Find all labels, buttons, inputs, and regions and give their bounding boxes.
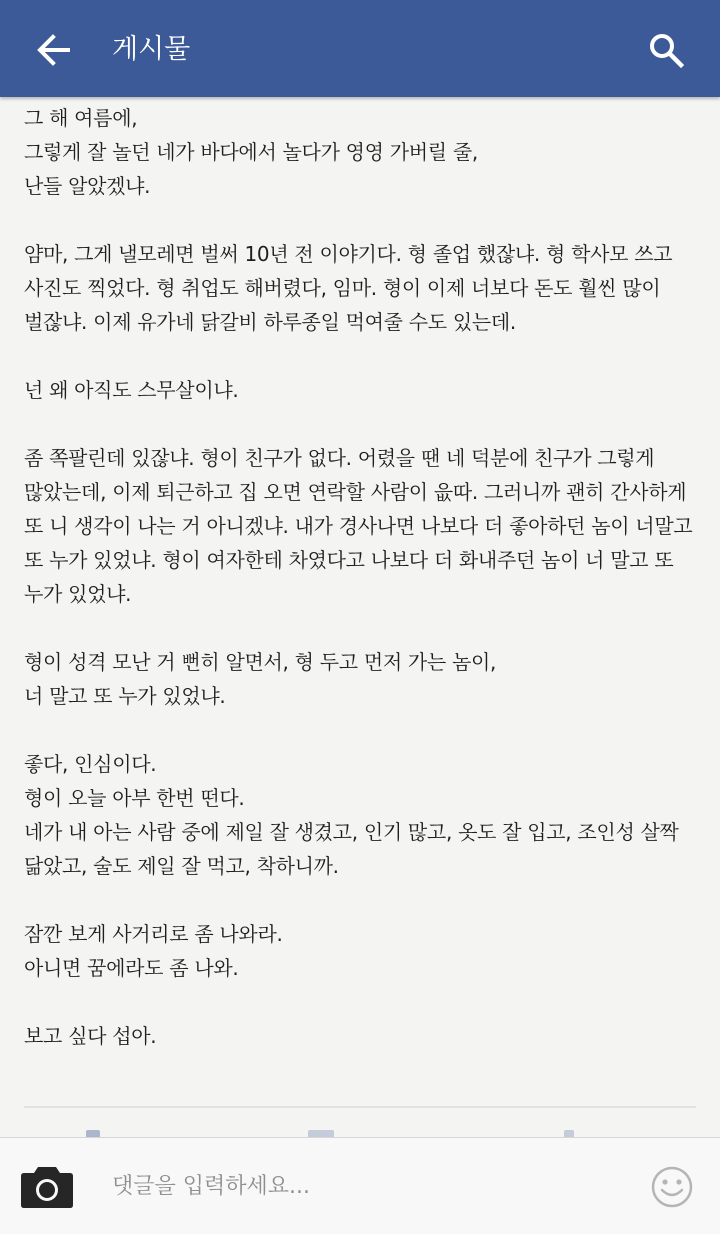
comment-input[interactable] <box>100 1162 654 1210</box>
post-paragraph <box>24 237 696 339</box>
post-paragraph <box>24 747 696 883</box>
post-paragraph <box>24 1019 696 1053</box>
search-button[interactable] <box>642 26 690 74</box>
post-body <box>24 101 696 1087</box>
comment-action[interactable] <box>308 1130 334 1137</box>
post-line: 그렇게 잘 놀던 네가 바다에서 놀다가 영영 가버릴 줄, <box>24 140 478 164</box>
post-paragraph <box>24 645 696 713</box>
post-line: 네가 내 아는 사람 중에 제일 잘 생겼고, 인기 많고, 옷도 잘 입고, 조인성 살짝 <box>24 820 679 844</box>
post-line: 그 해 여름에, <box>24 106 138 130</box>
post-line: 많았는데, 이제 퇴근하고 집 오면 연락할 사람이 읎따. 그러니까 괜히 간사하게 <box>24 480 687 504</box>
search-icon <box>648 32 684 68</box>
post-line: 난들 알았겠냐. <box>24 174 151 198</box>
post-line: 사진도 찍었다. 형 취업도 해버렸다, 임마. 형이 이제 너보다 돈도 훨씬 많이 <box>24 276 661 300</box>
post-line: 아니면 꿈에라도 좀 나와. <box>24 956 239 980</box>
post-line: 너 말고 또 누가 있었냐. <box>24 684 226 708</box>
smiley-icon <box>650 1165 694 1209</box>
post-line: 잠깐 보게 사거리로 좀 나와라. <box>24 922 283 946</box>
post-content <box>0 97 720 1137</box>
camera-button[interactable] <box>20 1163 74 1209</box>
post-line: 좀 쪽팔린데 있잖냐. 형이 친구가 없다. 어렸을 땐 네 덕분에 친구가 그렇게 <box>24 446 655 470</box>
app-bar <box>0 0 720 97</box>
post-line: 누가 있었냐. <box>24 582 132 606</box>
post-line: 벌잖냐. 이제 유가네 닭갈비 하루종일 먹여줄 수도 있는데. <box>24 310 516 334</box>
post-line: 또 니 생각이 나는 거 아니겠냐. 내가 경사나면 나보다 더 좋아하던 놈이 너말고 <box>24 514 693 538</box>
post-line: 넌 왜 아직도 스무살이냐. <box>24 378 239 402</box>
like-action[interactable] <box>86 1130 100 1137</box>
comment-bar <box>0 1137 720 1234</box>
post-line: 얌마, 그게 낼모레면 벌써 10년 전 이야기다. 형 졸업 했잖냐. 형 학사모 쓰고 <box>24 242 673 266</box>
page-title: 게시물 <box>112 34 191 65</box>
arrow-left-icon <box>36 34 72 66</box>
post-line: 형이 성격 모난 거 뻔히 알면서, 형 두고 먼저 가는 놈이, <box>24 650 497 674</box>
share-action[interactable] <box>564 1130 574 1137</box>
post-actions <box>24 1108 696 1137</box>
camera-icon <box>20 1163 74 1209</box>
post-line: 형이 오늘 아부 한번 떤다. <box>24 786 245 810</box>
back-button[interactable] <box>30 26 78 74</box>
post-line: 닮았고, 술도 제일 잘 먹고, 착하니까. <box>24 854 339 878</box>
emoji-button[interactable] <box>650 1165 694 1209</box>
post-paragraph <box>24 373 696 407</box>
post-paragraph <box>24 441 696 611</box>
post-line: 좋다, 인심이다. <box>24 752 157 776</box>
post-paragraph <box>24 101 696 203</box>
post-line: 보고 싶다 섭아. <box>24 1024 157 1048</box>
post-paragraph <box>24 917 696 985</box>
post-line: 또 누가 있었냐. 형이 여자한테 차였다고 나보다 더 화내주던 놈이 너 말고 또 <box>24 548 674 572</box>
